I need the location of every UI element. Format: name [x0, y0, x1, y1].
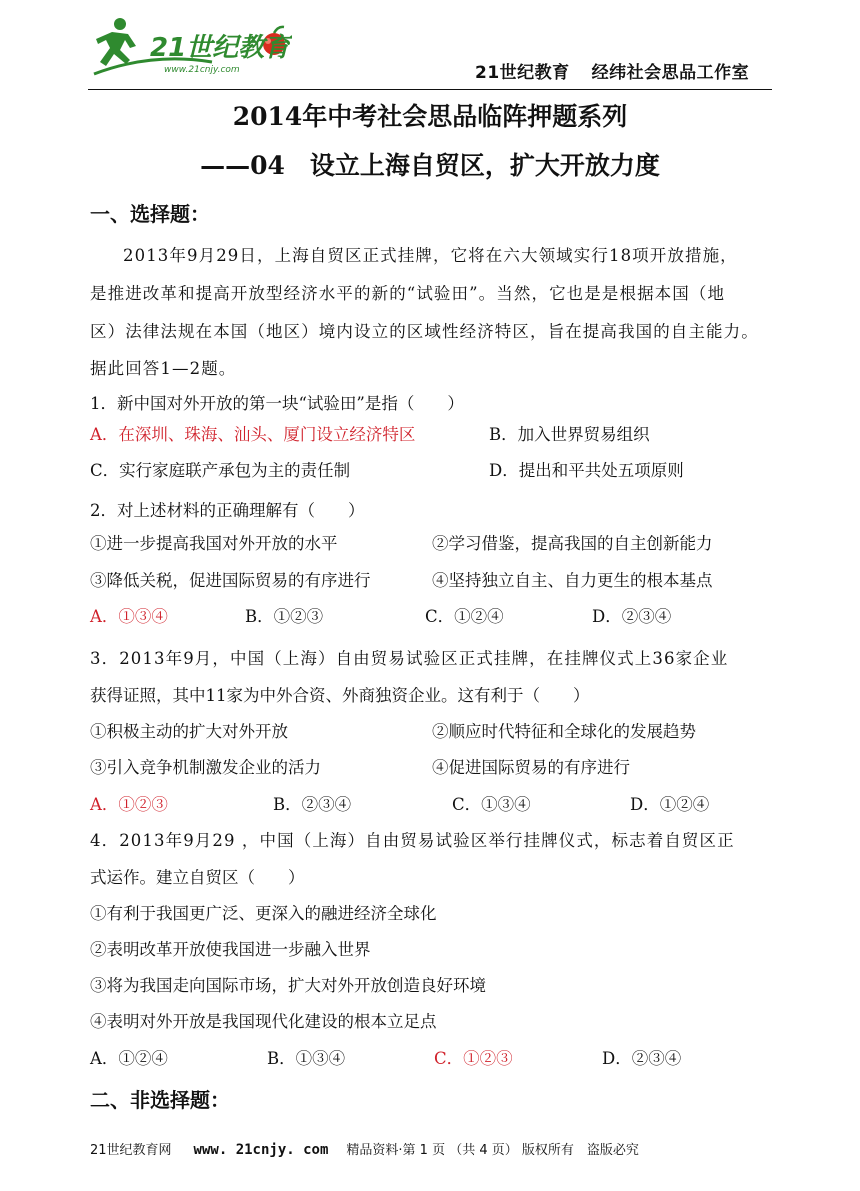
footer-info: 精品资料·第 1 页 （共 4 页） 版权所有 盗版必究: [346, 1143, 639, 1158]
logo-url: www.21cnjy.com: [164, 65, 240, 75]
q2-option-b: B．①②③: [245, 607, 324, 626]
q4-option-d: D．②③④: [602, 1049, 682, 1068]
footer-site: 21世纪教育网: [90, 1143, 172, 1158]
q2-option-c: C．①②④: [425, 607, 504, 626]
question-4-stem: 4．2013年9月29 ，中国（上海）自由贸易试验区举行挂牌仪式，标志着自贸区正: [90, 831, 735, 850]
question-4-stem-cont: 式运作。建立自贸区（ ）: [90, 868, 305, 887]
logo-text: 21世纪教育: [150, 33, 291, 63]
q4-statement-2: ②表明改革开放使我国进一步融入世界: [90, 940, 371, 959]
section-heading-nonchoice: 二、非选择题：: [90, 1088, 230, 1112]
q2-statement-3: ③降低关税，促进国际贸易的有序进行: [90, 571, 371, 590]
material-line: 区）法律法规在本国（地区）境内设立的区域性经济特区，旨在提高我国的自主能力。: [90, 322, 759, 341]
q3-statement-2: ②顺应时代特征和全球化的发展趋势: [432, 722, 696, 741]
q3-option-d: D．①②④: [630, 795, 710, 814]
question-1-stem: 1．新中国对外开放的第一块“试验田”是指（ ）: [90, 394, 464, 413]
q3-statement-1: ①积极主动的扩大对外开放: [90, 722, 288, 741]
header-brand: [475, 58, 749, 83]
q4-statement-3: ③将为我国走向国际市场，扩大对外开放创造良好环境: [90, 976, 486, 995]
question-3-stem: 3．2013年9月，中国（上海）自由贸易试验区正式挂牌，在挂牌仪式上36家企业: [90, 649, 729, 668]
section-heading-choice: 一、选择题：: [90, 202, 210, 226]
q2-statement-4: ④坚持独立自主、自力更生的根本基点: [432, 571, 713, 590]
studio-name: 经纬社会思品工作室: [591, 63, 750, 83]
footer-url[interactable]: www. 21cnjy. com: [193, 1142, 329, 1158]
q2-option-d: D．②③④: [592, 607, 672, 626]
q3-statement-3: ③引入竞争机制激发企业的活力: [90, 758, 321, 777]
runner-icon: [96, 18, 136, 66]
material-line: 据此回答1—2题。: [90, 359, 237, 378]
page-subtitle: ——04 设立上海自贸区，扩大开放力度: [200, 151, 660, 180]
question-3-stem-cont: 获得证照，其中11家为中外合资、外商独资企业。这有利于（ ）: [90, 686, 590, 705]
q3-option-b: B．②③④: [273, 795, 352, 814]
q3-option-c: C．①③④: [452, 795, 531, 814]
brand-name: 21世纪教育: [475, 63, 570, 83]
q1-option-a: A．在深圳、珠海、汕头、厦门设立经济特区: [90, 425, 416, 444]
page-footer: [90, 1139, 639, 1158]
q2-statement-2: ②学习借鉴，提高我国的自主创新能力: [432, 534, 713, 553]
material-line: 2013年9月29日，上海自贸区正式挂牌，它将在六大领域实行18项开放措施，: [123, 246, 738, 265]
q2-option-a: A．①③④: [90, 607, 168, 626]
q4-statement-4: ④表明对外开放是我国现代化建设的根本立足点: [90, 1012, 437, 1031]
q4-option-c: C．①②③: [434, 1049, 513, 1068]
header-divider: [88, 89, 772, 90]
q2-statement-1: ①进一步提高我国对外开放的水平: [90, 534, 338, 553]
q1-option-d: D．提出和平共处五项原则: [489, 461, 684, 480]
page-title: 2014年中考社会思品临阵押题系列: [232, 102, 628, 131]
site-logo: [92, 12, 292, 82]
q4-option-a: A．①②④: [90, 1049, 168, 1068]
q1-option-b: B．加入世界贸易组织: [489, 425, 650, 444]
material-line: 是推进改革和提高开放型经济水平的新的“试验田”。当然，它也是是根据本国（地: [90, 284, 726, 303]
q3-option-a: A．①②③: [90, 795, 168, 814]
q4-statement-1: ①有利于我国更广泛、更深入的融进经济全球化: [90, 904, 437, 923]
q1-option-c: C．实行家庭联产承包为主的责任制: [90, 461, 351, 480]
q3-statement-4: ④促进国际贸易的有序进行: [432, 758, 630, 777]
q4-option-b: B．①③④: [267, 1049, 346, 1068]
question-2-stem: 2．对上述材料的正确理解有（ ）: [90, 501, 365, 520]
